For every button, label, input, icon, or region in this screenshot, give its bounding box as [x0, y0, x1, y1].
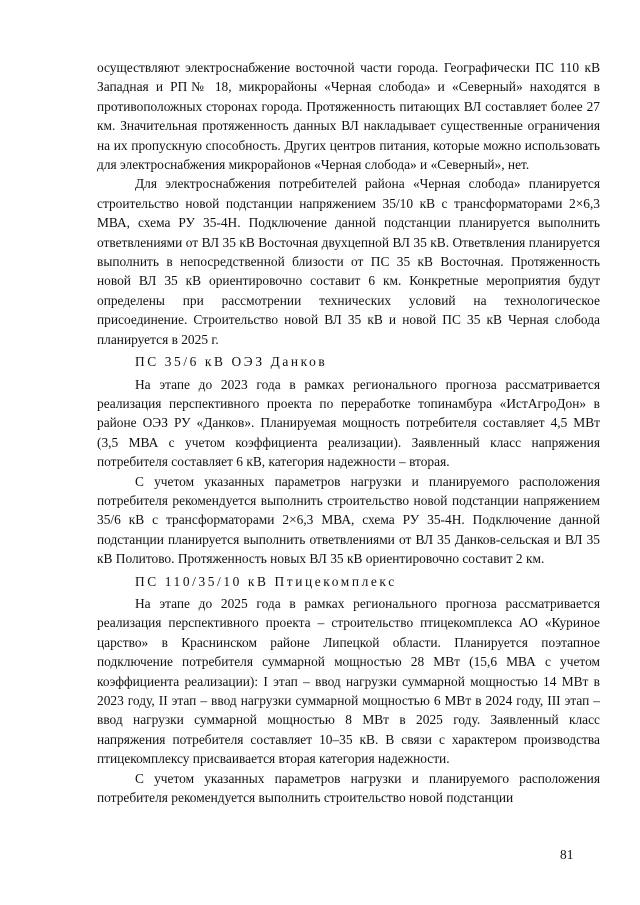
paragraph-dankov-project: На этапе до 2023 года в рамках регионального прогноза рассматривается реализация перспективного проекта по переработке топинамбура «ИстАгроДон» в районе ОЭЗ РУ «Данков». Планируемая мощность потребителя составляет 4,5 МВт (3,5 МВА с учетом коэффициента реализации). Заявленный класс напряжения потребителя составляет 6 кВ, категория надежности – вторая.	[97, 376, 600, 470]
section-heading-dankov: ПС 35/6 кВ ОЭЗ Данков	[135, 354, 328, 370]
document-body	[97, 58, 600, 807]
paragraph-continuation: осуществляют электроснабжение восточной части города. Географически ПС 110 кВ Западная и РП№ 18, микрорайоны «Черная слобода» и «Северный» находятся в противоположных сторонах города. Протяженность питающих ВЛ составляет более 27 км. Значительная протяженность данных ВЛ накладывает существенные ограничения на их пропускную способность. Других центров питания, которые можно использовать для электроснабжения микрорайонов «Черная слобода» и «Северный», нет.	[97, 60, 600, 173]
paragraph-chernaya-sloboda: Для электроснабжения потребителей района «Черная слобода» планируется строительство новой подстанции напряжением 35/10 кВ с трансформаторами 2×6,3 МВА, схема РУ 35-4Н. Подключение данной подстанции планируется выполнить ответвлениями от ВЛ 35 кВ Восточная двухцепной ВЛ 35 кВ. Ответвления планируется выполнить в непосредственной близости от ПС 35 кВ Восточная. Протяженность новой ВЛ 35 кВ ориентировочно составит 6 км. Конкретные мероприятия будут определены при рассмотрении технических условий на технологическое присоединение. Строительство новой ВЛ 35 кВ и новой ПС 35 кВ Черная слобода планируется в 2025 г.	[97, 176, 600, 347]
section-heading-ptitsekompleks: ПС 110/35/10 кВ Птицекомплекс	[135, 573, 397, 589]
page-number: 81	[560, 847, 574, 862]
paragraph-dankov-recommendation: С учетом указанных параметров нагрузки и планируемого расположения потребителя рекомендуется выполнить строительство новой подстанции напряжением 35/6 кВ с трансформаторами 2×6,3 МВА, схема РУ 35-4Н. Подключение данной подстанции планируется выполнить ответвлениями от ВЛ 35 Данков-сельская и ВЛ 35 кВ Политово. Протяженность новых ВЛ 35 кВ ориентировочно составит 2 км.	[97, 473, 600, 567]
paragraph-ptitsekompleks-recommendation: С учетом указанных параметров нагрузки и планируемого расположения потребителя рекомендуется выполнить строительство новой подстанции	[97, 770, 600, 806]
paragraph-ptitsekompleks-project: На этапе до 2025 года в рамках регионального прогноза рассматривается реализация перспективного проекта – строительство птицекомплекса АО «Куриное царство» в Краснинском районе Липецкой области. Планируется поэтапное подключение потребителя суммарной мощностью 28 МВт (15,6 МВА с учетом коэффициента реализации): I этап – ввод нагрузки суммарной мощностью 14 МВт в 2023 году, II этап – ввод нагрузки суммарной мощностью 6 МВт в 2024 году, III этап – ввод нагрузки суммарной мощностью 8 МВт в 2025 году. Заявленный класс напряжения потребителя составляет 10–35 кВ. В связи с характером производства птицекомплексу присваивается вторая категория надежности.	[97, 595, 600, 767]
